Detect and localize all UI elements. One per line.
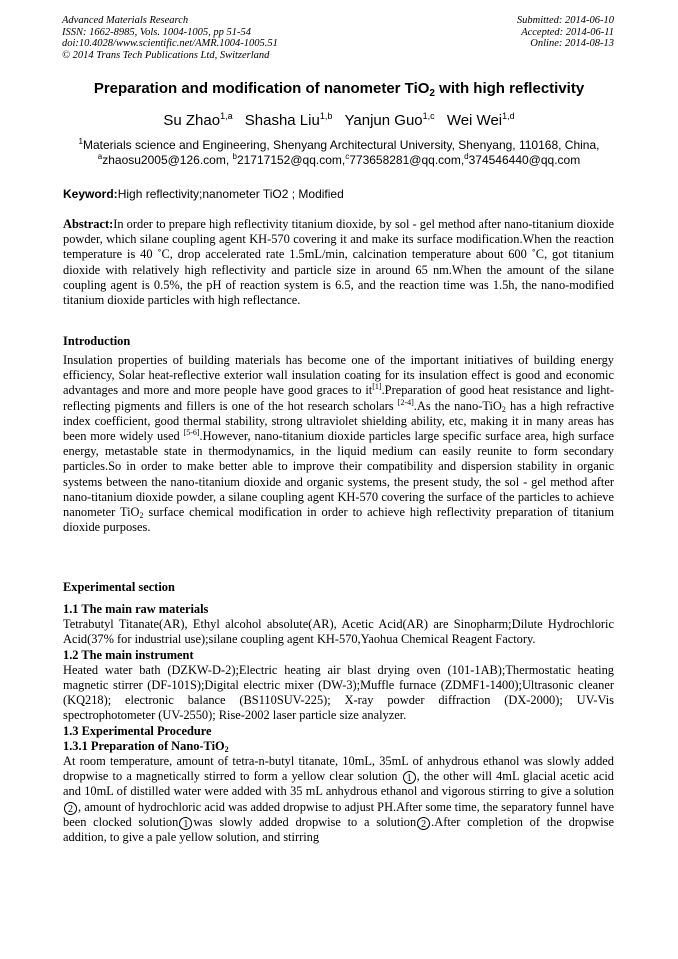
- author: Su Zhao$^{1,a}$: [163, 111, 233, 129]
- dates-header: [517, 15, 614, 50]
- circled-number-one: 1: [403, 771, 416, 784]
- circled-number-two: 2: [417, 817, 430, 830]
- citation[interactable]: [5-6]: [183, 428, 200, 438]
- keywords-text: High reflectivity;nanometer TiO2 ; Modified: [117, 187, 344, 201]
- email-link[interactable]: zhaosu2005@126.com,: [102, 153, 233, 167]
- submitted-date: Submitted: 2014-06-10: [516, 15, 614, 26]
- introduction-heading: Introduction: [63, 334, 131, 348]
- experimental-heading: Experimental section: [63, 580, 175, 594]
- citation[interactable]: [2-4]: [397, 397, 414, 407]
- preparation-heading: 1.3.1 Preparation of Nano-TiO$_2$: [63, 738, 229, 754]
- journal-copyright: © 2014 Trans Tech Publications Ltd, Switzerland: [62, 49, 270, 61]
- affiliation: [40, 138, 638, 168]
- accepted-date: Accepted: 2014-06-11: [521, 26, 614, 38]
- introduction-text: Insulation properties of building materials has become one of the important initiatives of building energy efficiency, Solar heat-reflective exterior wall insulation coating for its insulation effect is good and economic advantages and more and more people have good graces to it[1].Preparation of good heat resistance and light-reflecting pigments and fillers is one of the hot research scholars [2-4].As the nano-TiO$_2$ has a high refractive index coefficient, good thermal stability, strong ultraviolet shielding ability, etc, making it in many areas has been more widely used [5-6].However, nano-titanium dioxide particles large specific surface area, high surface energy, metastable state in thermodynamics, in the liquid medium can easily reunite to form secondary particles.So in order to make better able to improve their compatibility and dispersion stability in organic systems between the nano-titanium dioxide and organic systems, the present study, the sol - gel method after nano-titanium dioxide powder, a silane coupling agent KH-570 covering the surface of the particles to achieve nanometer TiO$_2$ surface chemical modification in order to achieve high reflectivity preparation of titanium dioxide purposes.: [63, 353, 614, 535]
- citation[interactable]: [1]: [372, 382, 382, 392]
- instrument-heading: 1.2 The main instrument: [63, 647, 194, 662]
- email-link[interactable]: 773658281@qq.com,: [349, 153, 465, 167]
- journal-header: [62, 15, 278, 61]
- journal-issn: ISSN: 1662-8985, Vols. 1004-1005, pp 51-54: [62, 26, 251, 38]
- raw-materials-text: Tetrabutyl Titanate(AR), Ethyl alcohol absolute(AR), Acetic Acid(AR) are Sinopharm;Dilute Hydrochloric Acid(37% for industrial use);silane coupling agent KH-570,Yaohua Chemical Reagent Factory.: [63, 617, 614, 647]
- paper-title: Preparation and modification of nanometer TiO$_2$ with high reflectivity: [93, 80, 585, 99]
- experimental-section: [63, 602, 614, 845]
- circled-number-two: 2: [64, 802, 77, 815]
- email-link[interactable]: 374546440@qq.com: [468, 153, 581, 167]
- email-link[interactable]: 21717152@qq.com,: [236, 153, 346, 167]
- author-list: [40, 112, 638, 130]
- author-emails: $^a$zhaosu2005@126.com, $^b$21717152@qq.com,$^c$773658281@qq.com,$^d$374546440@qq.com: [97, 152, 581, 167]
- affiliation-line: $^1$Materials science and Engineering, Shenyang Architectural University, Shenyang, 110168, China,: [78, 137, 600, 152]
- author: Shasha Liu$^{1,b}$: [244, 111, 333, 129]
- author: Wei Wei$^{1,d}$: [446, 111, 515, 129]
- online-date: Online: 2014-08-13: [530, 38, 614, 49]
- circled-number-one: 1: [179, 817, 192, 830]
- keywords-label: Keyword:: [63, 187, 118, 201]
- abstract: [63, 217, 614, 308]
- instrument-text: Heated water bath (DZKW-D-2);Electric heating air blast drying oven (101-1AB);Thermostatic heating magnetic stirrer (DF-101S);Digital electric mixer (DW-3);Muffle furnace (ZDMF1-1400);Ultrasonic cleaner (KQ218); electronic balance (BS110SUV-225); X-ray powder diffraction (DX-2000); UV-Vis spectrophotometer (UV-2550); Rise-2002 laser particle size analyzer.: [63, 662, 614, 723]
- abstract-text: In order to prepare high reflectivity titanium dioxide, by sol - gel method after nano-titanium dioxide powder, which silane coupling agent KH-570 covering it and make its surface modification.When the reaction temperature is 40 ˚C, drop accelerated rate 1.5mL/min, calcination temperature about 600 ˚C, got titanium dioxide with relatively high reflectivity and particle size in around 65 nm.When the amount of the silane coupling agent is 0.5%, the pH of reaction system is 6.5, and the reaction time was 1.5h, the nano-modified titanium dioxide particles with high reflectance.: [63, 217, 614, 308]
- procedure-text: At room temperature, amount of tetra-n-butyl titanate, 10mL, 35mL of anhydrous ethanol was slowly added dropwise to a magnetically stirred to form a yellow clear solution 1 , the other will 4mL glacial acetic acid and 10mL of distilled water were added with 35 mL anhydrous ethanol and vigorous stirring to give a solution 2 , amount of hydrochloric acid was added dropwise to adjust PH.After some time, the separatory funnel have been clocked solution 1 was slowly added dropwise to a solution 2 .After completion of the dropwise addition, to give a pale yellow solution, and stirring: [63, 754, 614, 845]
- raw-materials-heading: 1.1 The main raw materials: [63, 602, 209, 616]
- journal-doi[interactable]: doi:10.4028/www.scientific.net/AMR.1004-1005.51: [62, 38, 278, 49]
- keywords: [63, 187, 344, 202]
- author: Yanjun Guo$^{1,c}$: [344, 111, 435, 129]
- procedure-heading: 1.3 Experimental Procedure: [63, 723, 212, 738]
- journal-name: Advanced Materials Research: [62, 15, 189, 26]
- abstract-label: Abstract:: [63, 217, 114, 231]
